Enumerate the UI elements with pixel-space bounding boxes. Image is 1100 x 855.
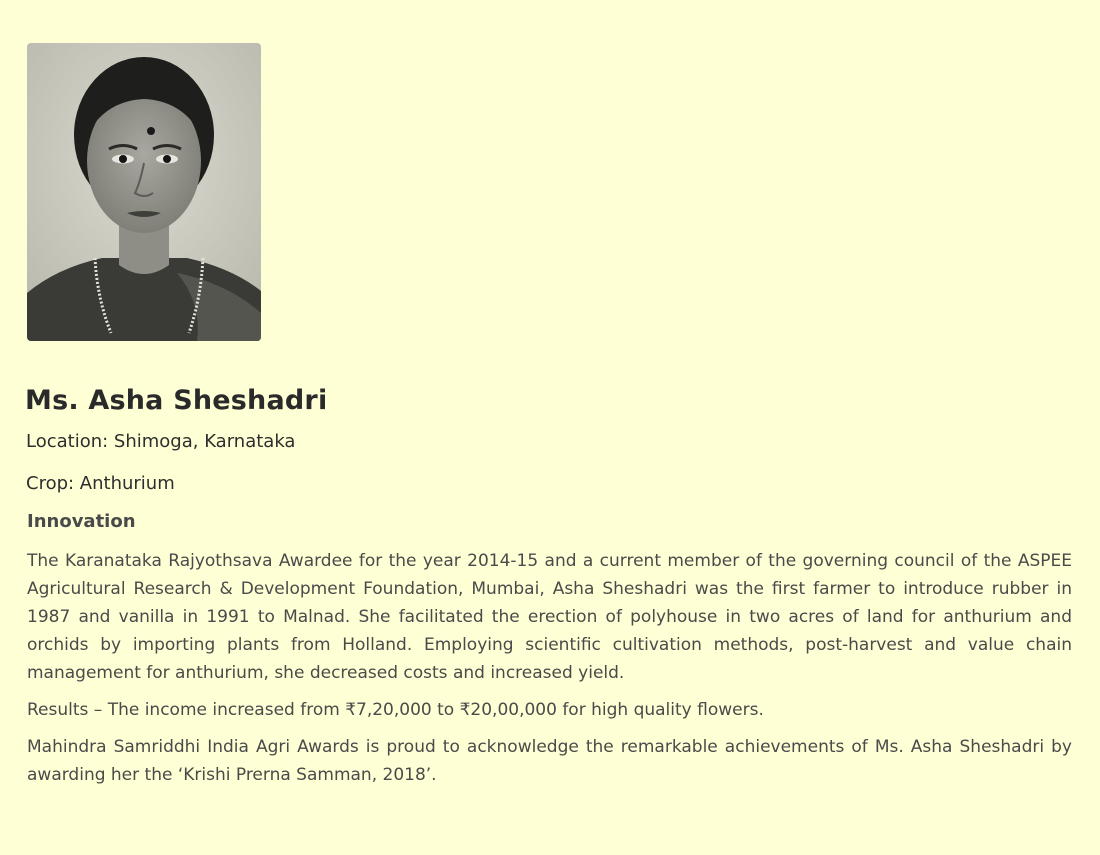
awardee-profile (27, 43, 1072, 789)
crop-text: Crop: Anthurium (26, 473, 175, 494)
innovation-heading: Innovation (27, 511, 136, 532)
portrait-photo (27, 43, 261, 341)
innovation-description: The Karanataka Rajyothsava Awardee for the year 2014-15 and a current member of the governing council of the ASPEE Agricultural Research & Development Foundation, Mumbai, Asha Sheshadri was the first farmer to introduce rubber in 1987 and vanilla in 1991 to Malnad. She facilitated the erection of polyhouse in two acres of land for anthurium and orchids by importing plants from Holland. Employing scientific cultivation methods, post-harvest and value chain management for anthurium, she decreased costs and increased yield. (27, 551, 1072, 683)
results-text: Results – The income increased from ₹7,20,000 to ₹20,00,000 for high quality flowers. (27, 700, 764, 720)
awardee-name: Ms. Asha Sheshadri (25, 385, 328, 416)
location-text: Location: Shimoga, Karnataka (26, 431, 296, 452)
acknowledgement-text: Mahindra Samriddhi India Agri Awards is proud to acknowledge the remarkable achievements of Ms. Asha Sheshadri by awarding her the ‘Krishi Prerna Samman, 2018’. (27, 737, 1072, 785)
